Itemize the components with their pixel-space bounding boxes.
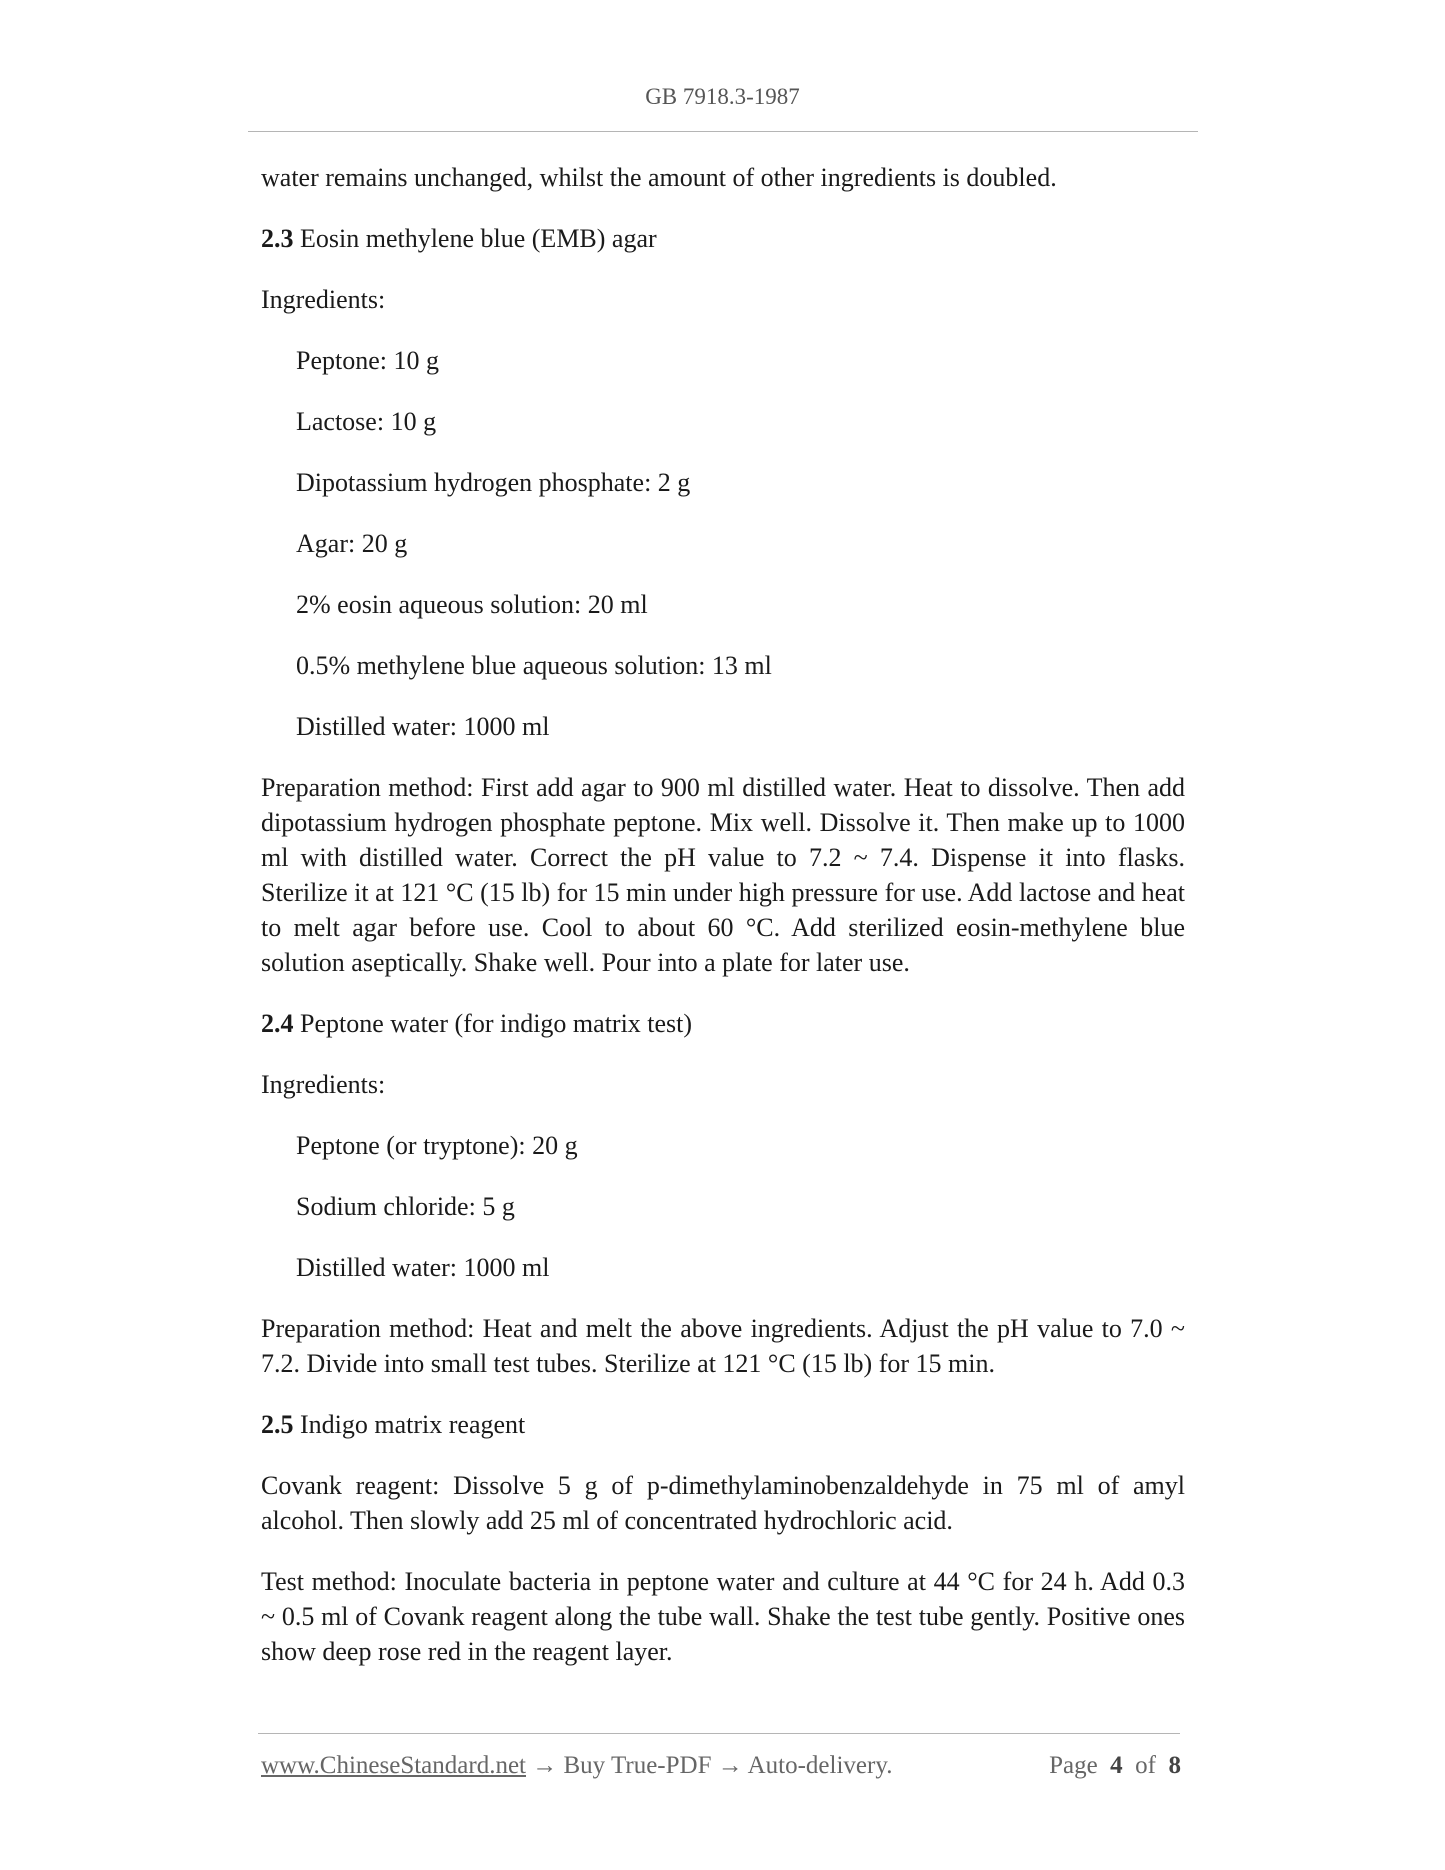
section-heading-2-3 — [261, 221, 1185, 256]
section-number: 2.4 — [261, 1009, 294, 1038]
paragraph-continuation: water remains unchanged, whilst the amount of other ingredients is doubled. — [261, 163, 1057, 192]
ingredient-item: Peptone (or tryptone): 20 g — [296, 1131, 578, 1160]
footer-divider — [258, 1733, 1180, 1734]
ingredient-item: 0.5% methylene blue aqueous solution: 13 ml — [296, 651, 772, 680]
page-total: 8 — [1168, 1752, 1181, 1779]
ingredients-label: Ingredients: — [261, 285, 386, 314]
section-title: Indigo matrix reagent — [300, 1410, 526, 1439]
document-body — [261, 160, 1185, 1669]
page-indicator — [1049, 1752, 1181, 1780]
auto-delivery-text: Auto-delivery. — [747, 1752, 893, 1779]
section-heading-2-4 — [261, 1006, 1185, 1041]
website-link[interactable]: www.ChineseStandard.net — [261, 1752, 526, 1779]
ingredient-item: Distilled water: 1000 ml — [296, 1253, 550, 1282]
ingredient-item: Sodium chloride: 5 g — [296, 1192, 515, 1221]
ingredient-item: Agar: 20 g — [296, 529, 408, 558]
preparation-method-paragraph: Preparation method: First add agar to 900 ml distilled water. Heat to dissolve. Then add dipotassium hydrogen phosphate peptone. Mix well. Dissolve it. Then make up to 1000 ml with distilled water. Correct the pH value to 7.2 ~ 7.4. Dispense it into flasks. Sterilize it at 121 °C (15 lb) for 15 min under high pressure for use. Add lactose and heat to melt agar before use. Cool to about 60 °C. Add sterilized eosin-methylene blue solution aseptically. Shake well. Pour into a plate for later use. — [261, 773, 1185, 977]
section-title: Peptone water (for indigo matrix test) — [300, 1009, 693, 1038]
ingredient-item: 2% eosin aqueous solution: 20 ml — [296, 590, 648, 619]
section-number: 2.3 — [261, 224, 294, 253]
section-number: 2.5 — [261, 1410, 294, 1439]
ingredient-item: Dipotassium hydrogen phosphate: 2 g — [296, 468, 691, 497]
header-divider — [248, 131, 1198, 132]
ingredients-label: Ingredients: — [261, 1070, 386, 1099]
arrow-icon: → — [711, 1752, 748, 1779]
page-footer — [261, 1752, 1181, 1780]
section-heading-2-5 — [261, 1407, 1185, 1442]
section-title: Eosin methylene blue (EMB) agar — [300, 224, 657, 253]
page-number: 4 — [1110, 1752, 1123, 1779]
ingredient-item: Peptone: 10 g — [296, 346, 439, 375]
page-label: Page — [1049, 1752, 1098, 1779]
page-header: GB 7918.3-1987 — [645, 84, 800, 109]
arrow-icon: → — [526, 1752, 564, 1779]
covank-reagent-paragraph: Covank reagent: Dissolve 5 g of p-dimethylaminobenzaldehyde in 75 ml of amyl alcohol. Then slowly add 25 ml of concentrated hydrochloric acid. — [261, 1471, 1185, 1535]
ingredient-item: Distilled water: 1000 ml — [296, 712, 550, 741]
test-method-paragraph: Test method: Inoculate bacteria in peptone water and culture at 44 °C for 24 h. Add 0.3 ~ 0.5 ml of Covank reagent along the tube wall. Shake the test tube gently. Positive ones show deep rose red in the reagent layer. — [261, 1567, 1185, 1666]
preparation-method-paragraph: Preparation method: Heat and melt the above ingredients. Adjust the pH value to 7.0 ~ 7.2. Divide into small test tubes. Sterilize at 121 °C (15 lb) for 15 min. — [261, 1314, 1185, 1378]
of-label: of — [1135, 1752, 1156, 1779]
ingredient-item: Lactose: 10 g — [296, 407, 437, 436]
buy-pdf-text: Buy True-PDF — [563, 1752, 712, 1779]
